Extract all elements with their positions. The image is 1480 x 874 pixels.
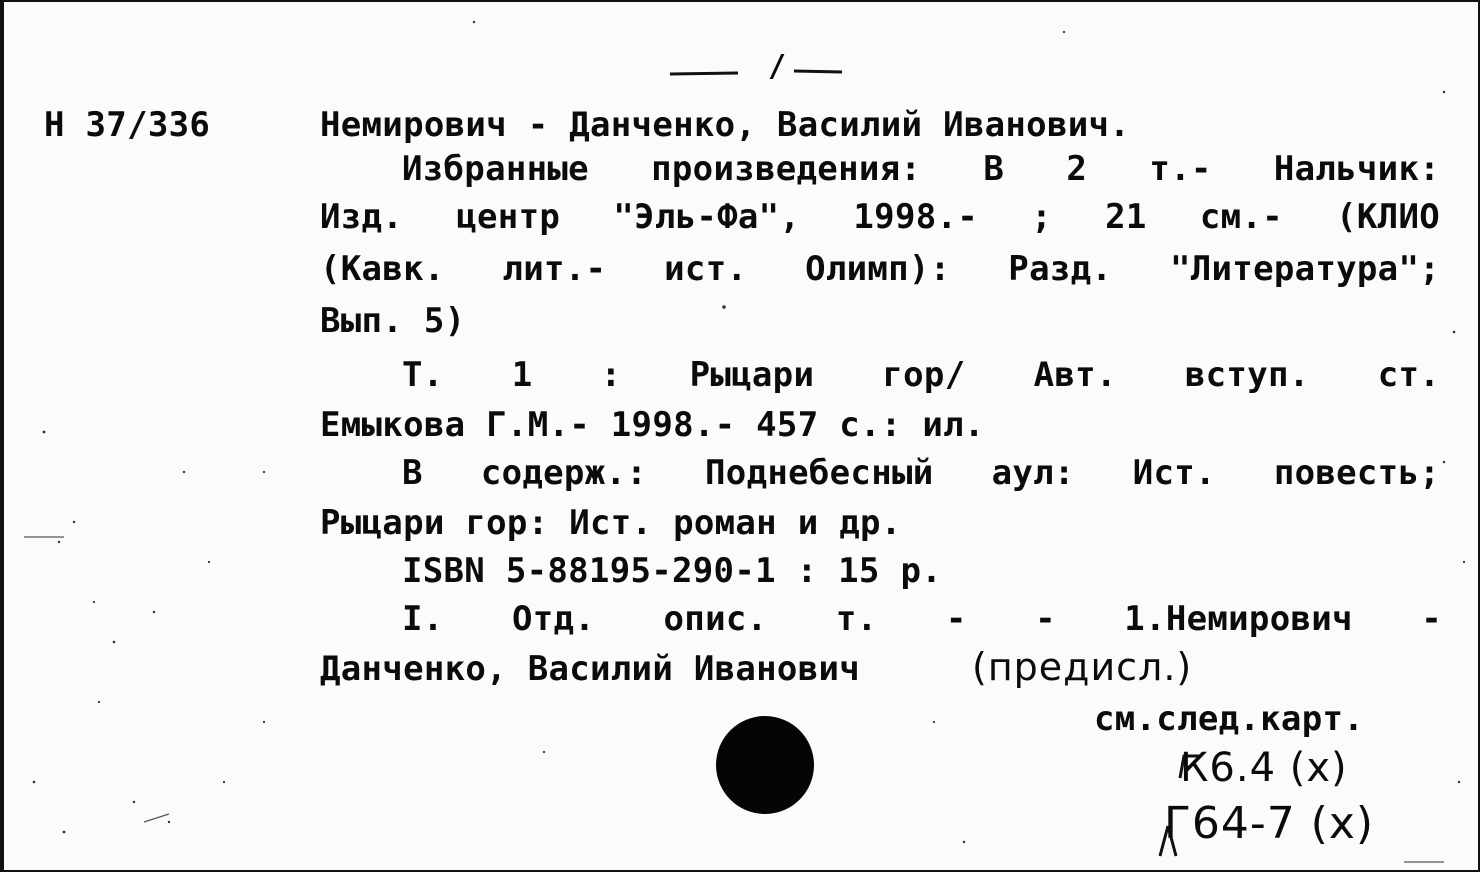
- volume-line-2: Емыкова Г.М.- 1998.- 457 с.: ил.: [320, 405, 985, 445]
- contents-line-2: Рыцари гор: Ист. роман и др.: [320, 503, 902, 543]
- imprint-line: Изд. центр "Эль-Фа", 1998.- ; 21 см.- (КЛИО: [320, 197, 1440, 237]
- volume-line-1: Т. 1 : Рыцари гор/ Авт. вступ. ст.: [402, 355, 1440, 395]
- continuation-note: см.след.карт.: [1094, 699, 1365, 739]
- handwritten-preface-note: (предисл.): [972, 645, 1193, 689]
- tracing-line-1: I. Отд. опис. т. - - 1.Немирович -: [402, 599, 1442, 639]
- punch-hole: [716, 716, 814, 814]
- tracing-line-2: Данченко, Василий Иванович: [320, 649, 861, 689]
- handwritten-code-2: Г64-7 (х): [1164, 798, 1375, 849]
- series-issue-line: Вып. 5): [320, 301, 466, 341]
- title-line-1: Избранные произведения: В 2 т.- Нальчик:: [402, 149, 1440, 189]
- shelf-mark: Н 37/336: [44, 105, 211, 145]
- handwritten-code-1: К6.4 (х): [1180, 745, 1348, 791]
- isbn-line: ISBN 5-88195-290-1 : 15 р.: [402, 551, 943, 591]
- card-page-number: /: [768, 49, 787, 84]
- card-number-mark: [666, 57, 846, 87]
- series-line: (Кавк. лит.- ист. Олимп): Разд. "Литература";: [320, 249, 1440, 289]
- contents-line-1: В содерж.: Поднебесный аул: Ист. повесть;: [402, 453, 1440, 493]
- author-heading: Немирович - Данченко, Василий Иванович.: [320, 105, 1131, 145]
